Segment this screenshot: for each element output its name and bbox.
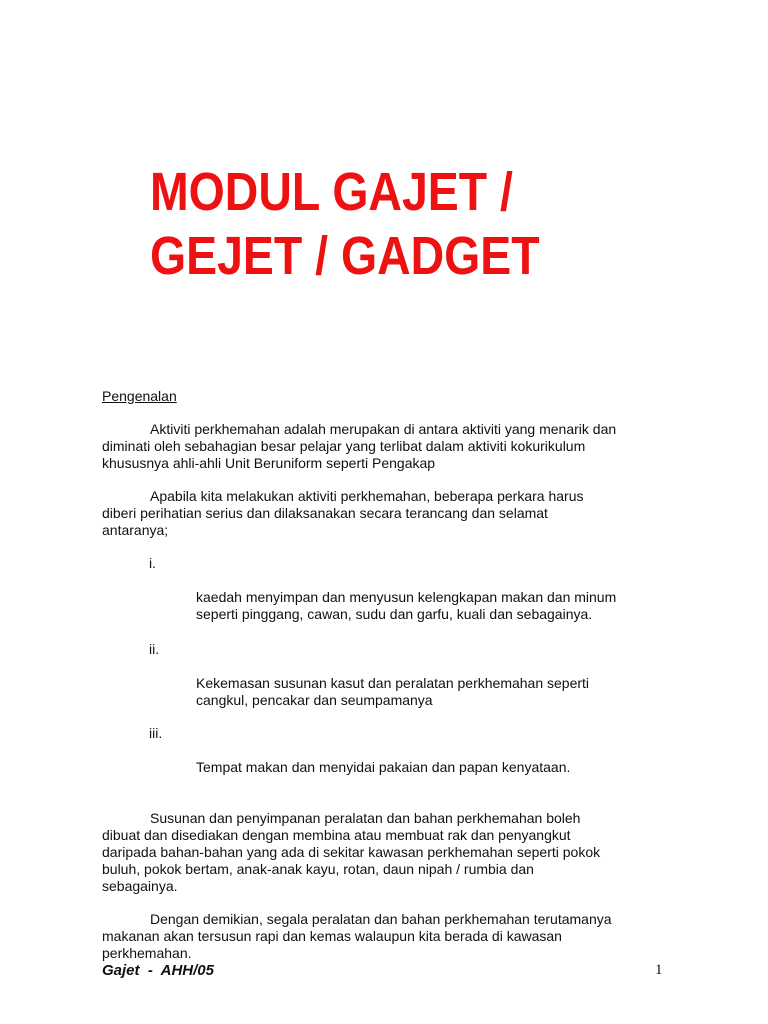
list-item-text: Kekemasan susunan kasut dan peralatan perkhemahan seperti cangkul, pencakar dan seumpamanya (196, 675, 590, 708)
title-line-2: GEJET / GADGET (150, 226, 540, 286)
list-item-number: iii. (149, 725, 163, 741)
list-item (102, 725, 682, 776)
document-title (150, 160, 540, 288)
list-item (102, 641, 682, 709)
paragraph-conclusion: Dengan demikian, segala peralatan dan bahan perkhemahan terutamanya makanan akan tersusun rapi dan kemas walaupun kita berada di kawasan perkhemahan. (102, 911, 612, 961)
list-item-number: ii. (149, 641, 160, 657)
list-item-text: Tempat makan dan menyidai pakaian dan papan kenyataan. (196, 759, 571, 775)
paragraph-storage: Susunan dan penyimpanan peralatan dan bahan perkhemahan boleh dibuat dan disediakan dengan membina atau membuat rak dan penyangkut daripada bahan-bahan yang ada di sekitar kawasan perkhemahan seperti pokok buluh, pokok bertam, anak-anak kayu, rotan, daun nipah / rumbia dan sebagainya. (102, 810, 601, 894)
paragraph-intro: Aktiviti perkhemahan adalah merupakan di antara aktiviti yang menarik dan diminati oleh sebahagian besar pelajar yang terlibat dalam aktiviti kokurikulum khususnya ahli-ahli Unit Beruniform seperti Pengakap (102, 421, 617, 471)
list-item-text: kaedah menyimpan dan menyusun kelengkapan makan dan minum seperti pinggang, cawan, sudu dan garfu, kuali dan sebagainya. (196, 589, 617, 622)
footer-label: Gajet - AHH/05 (102, 962, 214, 979)
document-body (102, 388, 682, 962)
list-item (102, 555, 682, 623)
page-number: 1 (655, 962, 663, 978)
title-line-1: MODUL GAJET / (150, 162, 513, 222)
section-heading: Pengenalan (102, 388, 177, 404)
paragraph-considerations: Apabila kita melakukan aktiviti perkhemahan, beberapa perkara harus diberi perihatian serius dan dilaksanakan secara terancang dan selamat antaranya; (102, 488, 584, 538)
list-item-number: i. (149, 555, 156, 571)
